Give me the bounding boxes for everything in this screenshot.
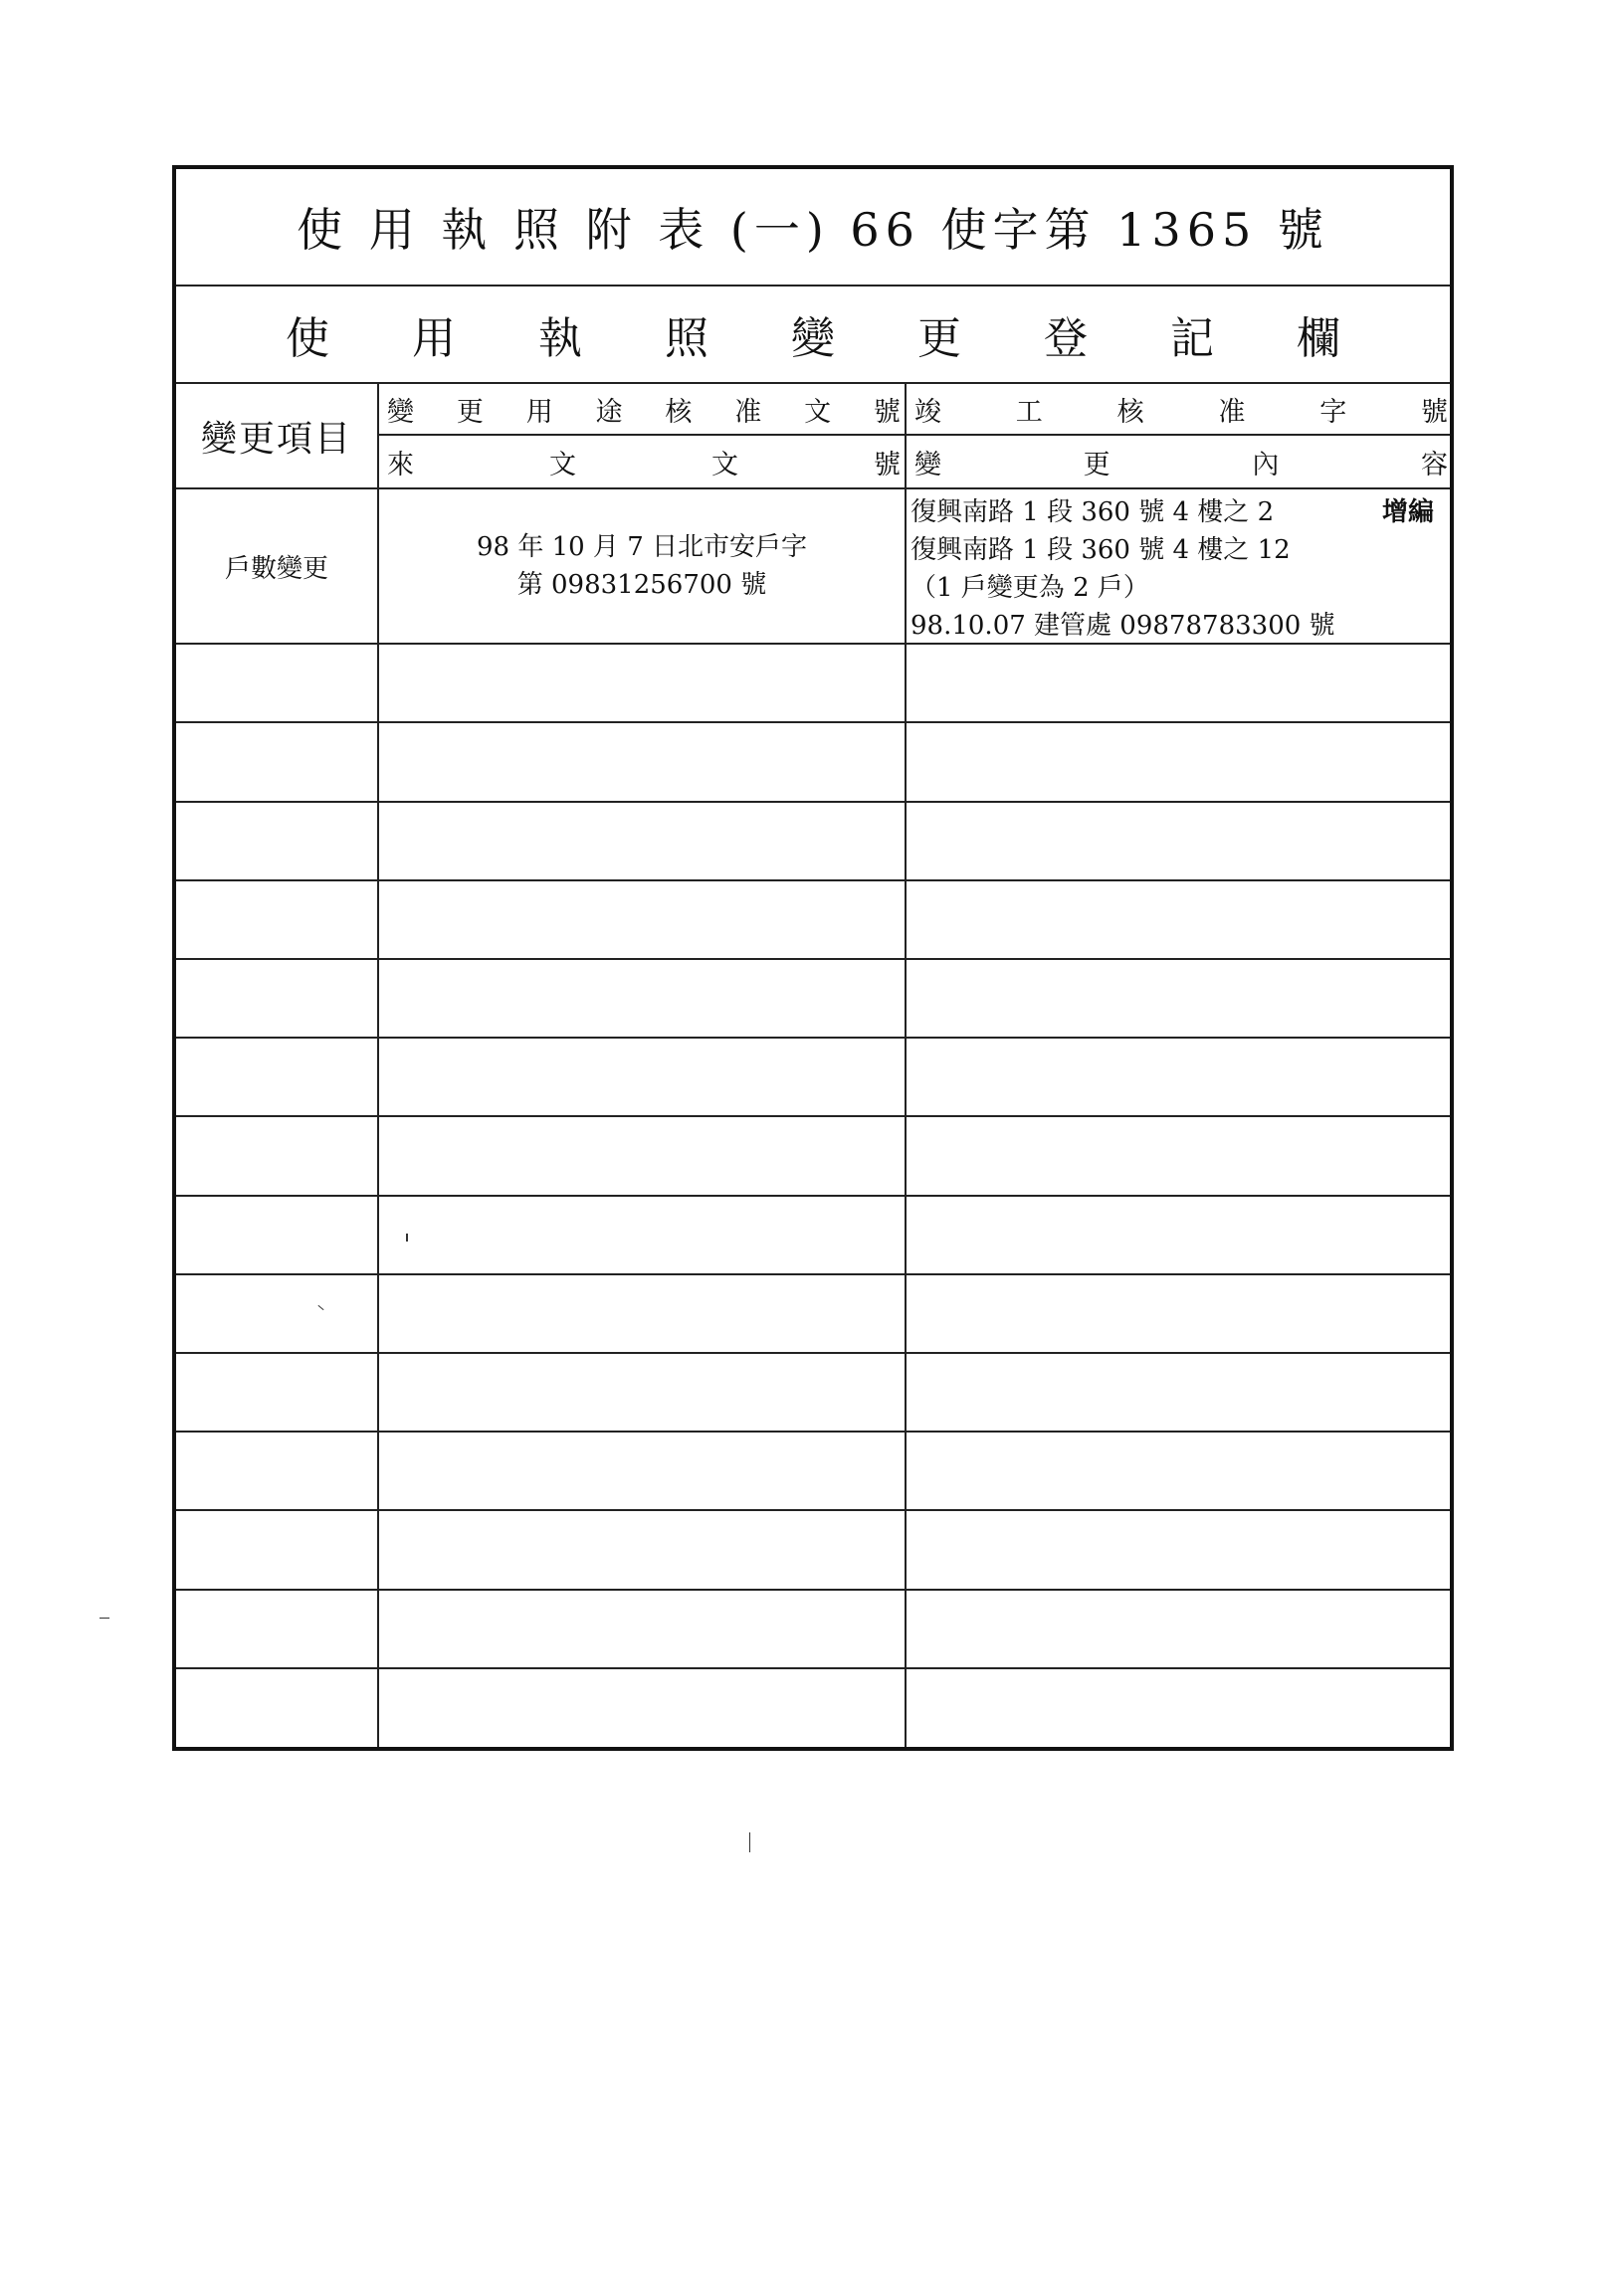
header-char: 號 — [874, 449, 901, 480]
header-char: 容 — [1420, 449, 1448, 480]
header-char: 核 — [665, 396, 693, 428]
header-char: 文 — [711, 449, 738, 480]
subtitle-char: 用 — [412, 313, 456, 364]
header-char: 號 — [1420, 396, 1448, 428]
subtitle-char: 變 — [791, 313, 835, 364]
subtitle-char: 登 — [1044, 313, 1088, 364]
row-divider — [176, 1273, 1450, 1275]
entry-content-line — [910, 493, 1452, 531]
entry-content-line: 復興南路 1 段 360 號 4 樓之 12 — [910, 535, 1291, 565]
subtitle-char: 欄 — [1297, 313, 1340, 364]
header-change-item: 變更項目 — [200, 418, 352, 460]
header-char: 文 — [549, 449, 576, 480]
row-divider — [176, 958, 1450, 960]
row-divider — [176, 801, 1450, 803]
entry-content-tag: 增編 — [1381, 497, 1434, 527]
document-title: 使 用 執 照 附 表 (一) 66 使字第 1365 號 — [297, 203, 1329, 257]
header-char: 更 — [1083, 449, 1111, 480]
header-char: 准 — [734, 396, 762, 428]
header-incoming-doc — [379, 436, 905, 487]
header-change-content — [907, 436, 1452, 487]
row-divider — [176, 1431, 1450, 1433]
header-char: 途 — [595, 396, 623, 428]
column-divider — [905, 382, 907, 1747]
row-divider — [176, 1589, 1450, 1591]
scan-speck — [406, 1234, 408, 1242]
header-char: 竣 — [914, 396, 941, 428]
header-char: 號 — [873, 396, 901, 428]
header-char: 變 — [387, 396, 414, 428]
header-char: 變 — [914, 449, 941, 480]
entry-content-line: （1 戶變更為 2 戶） — [910, 573, 1149, 603]
row-divider — [176, 1352, 1450, 1354]
scan-speck — [749, 1832, 750, 1852]
header-completion-approval — [907, 384, 1452, 434]
header-char: 核 — [1116, 396, 1144, 428]
entry-change-item: 戶數變更 — [224, 553, 328, 584]
header-char: 准 — [1218, 396, 1246, 428]
row-divider — [176, 1509, 1450, 1511]
entry-doc-line: 第 09831256700 號 — [516, 570, 767, 600]
header-char: 用 — [525, 396, 553, 428]
row-divider — [176, 1195, 1450, 1197]
entry-change-content — [910, 493, 1452, 643]
subtitle-char: 照 — [665, 313, 708, 364]
section-subtitle — [176, 287, 1450, 382]
document-table-frame — [172, 165, 1454, 1751]
row-divider — [176, 1115, 1450, 1117]
entry-content-line: 98.10.07 建管處 09878783300 號 — [910, 611, 1335, 641]
header-char: 內 — [1252, 449, 1280, 480]
row-divider — [176, 643, 1450, 645]
subtitle-char: 更 — [917, 313, 961, 364]
row-divider — [176, 879, 1450, 881]
header-char: 來 — [387, 449, 414, 480]
subtitle-char: 記 — [1170, 313, 1214, 364]
header-char: 文 — [804, 396, 832, 428]
header-char: 更 — [456, 396, 484, 428]
entry-doc-line: 98 年 10 月 7 日北市安戶字 — [476, 532, 808, 562]
header-char: 工 — [1015, 396, 1043, 428]
entry-approval-doc — [379, 489, 905, 643]
header-approval-doc — [379, 384, 905, 434]
entry-content-text: 復興南路 1 段 360 號 4 樓之 2 — [910, 497, 1275, 527]
subtitle-char: 執 — [538, 313, 582, 364]
scan-speck — [100, 1618, 109, 1619]
row-divider — [176, 1037, 1450, 1039]
row-divider — [176, 1667, 1450, 1669]
subtitle-char: 使 — [286, 313, 329, 364]
header-inner-divider — [377, 434, 1450, 436]
row-divider — [176, 721, 1450, 723]
header-char: 字 — [1319, 396, 1347, 428]
